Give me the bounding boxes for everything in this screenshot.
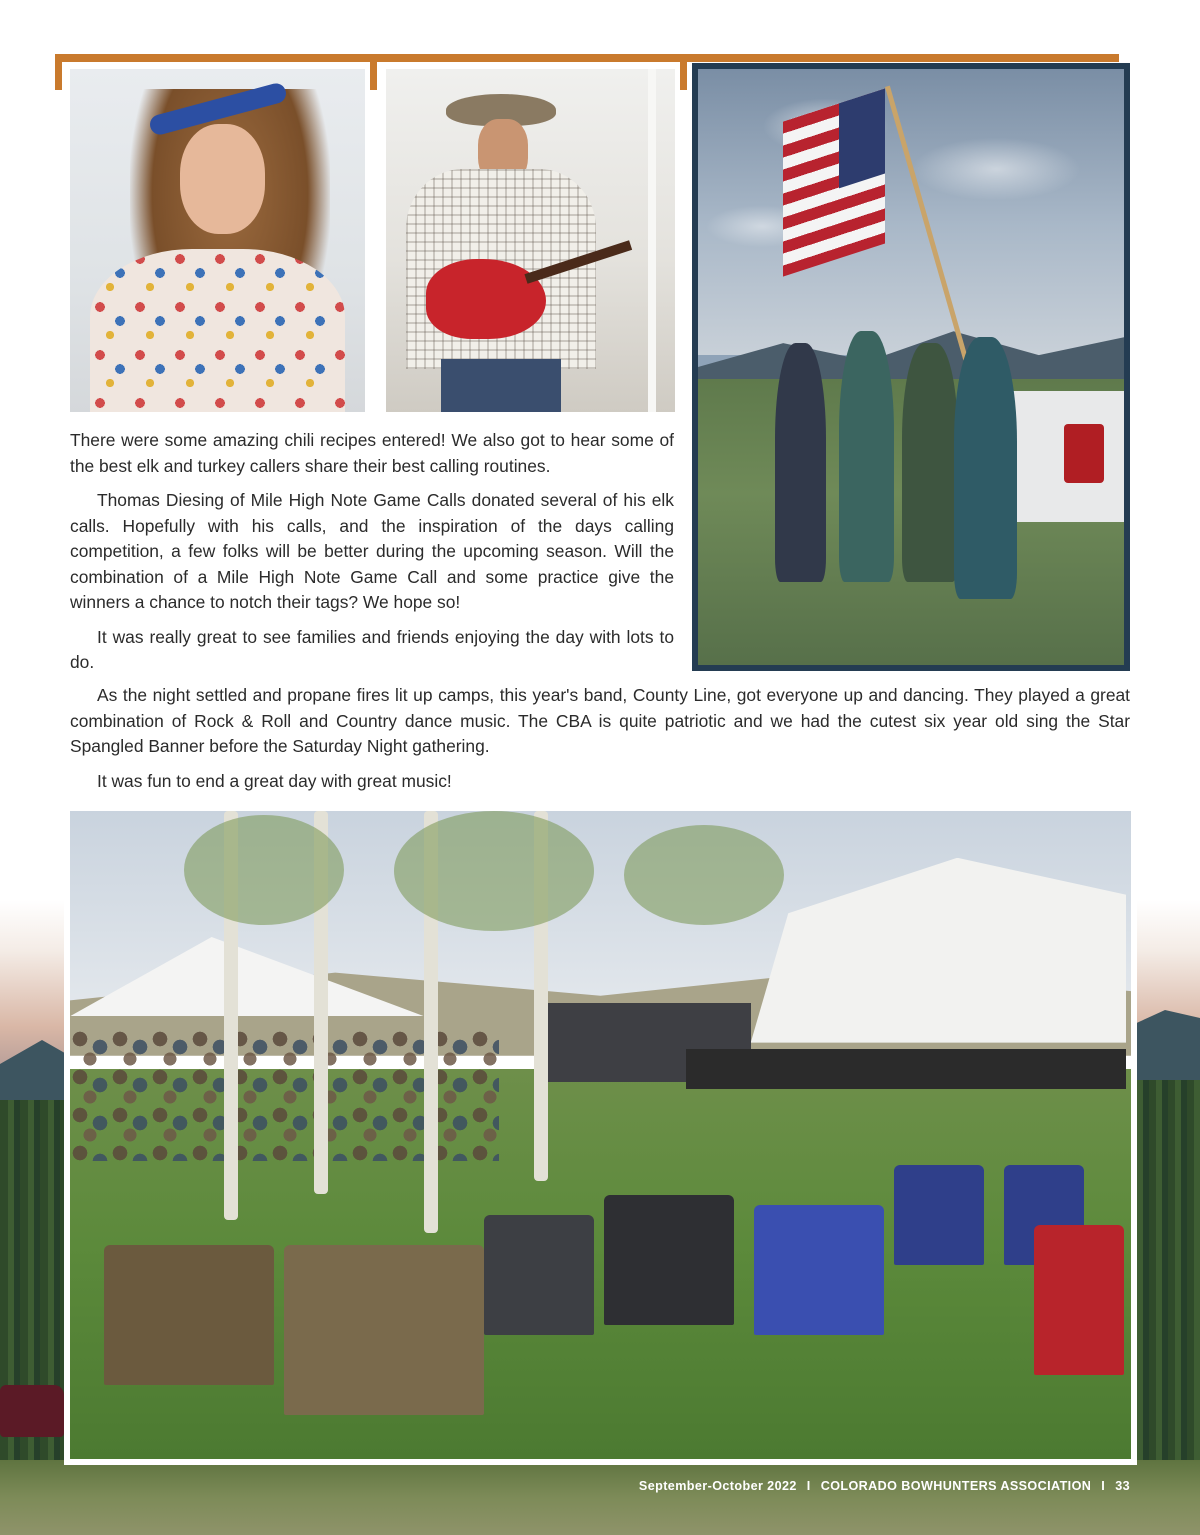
footer-separator: I [1101,1479,1106,1493]
camp-chair [604,1195,734,1325]
clouds [698,69,1124,355]
orange-accent-tick [55,54,62,90]
footer-separator: I [806,1479,811,1493]
article-text-narrow [70,428,674,685]
footer-publication: COLORADO BOWHUNTERS ASSOCIATION [820,1479,1092,1493]
photo-family-with-flag [692,63,1130,671]
person-boy [902,343,957,581]
article-text-wide [70,683,1130,803]
background-trees-right [1130,1080,1200,1460]
background-ground [0,1460,1200,1535]
article-paragraph: Thomas Diesing of Mile High Note Game Calls donated several of his elk calls. Hopefully with his calls, and the inspiration of the days calling competition, a few folks will be better during the upcoming season. Will the combination of a Mile High Note Game Call and some practice give the winners a chance to notch their tags? We hope so! [70,490,674,612]
person-bearded-man [775,343,826,581]
aspen-foliage [624,825,784,925]
article-paragraph: There were some amazing chili recipes entered! We also got to hear some of the best elk and turkey callers share their best calling routines. [70,430,674,476]
article-paragraph: It was really great to see families and friends enjoying the day with lots to do. [70,626,674,672]
camp-chair [104,1245,274,1385]
camp-chair [484,1215,594,1335]
american-flag [783,88,885,276]
floral-shirt [90,249,345,412]
trailer-stage [686,1049,1126,1089]
camp-chair [284,1245,484,1415]
photo-girl-singing [70,69,365,412]
photo-band-and-crowd [64,805,1137,1465]
camp-chair [1034,1225,1124,1375]
girl-face [180,124,265,234]
orange-accent-bar [55,54,1119,62]
article-paragraph: It was fun to end a great day with great music! [97,770,452,791]
background-mountain-right [1130,1010,1200,1090]
person-girl [954,337,1018,599]
page-footer [600,1476,1130,1496]
red-guitar [426,259,546,339]
aspen-foliage [184,815,344,925]
footer-issue: September-October 2022 [638,1479,797,1493]
tent-pole [648,69,656,412]
footer-page-number: 33 [1115,1479,1130,1493]
person-woman [839,331,894,581]
orange-accent-tick [680,54,687,90]
jeans [441,359,561,412]
aspen-foliage [394,811,594,931]
orange-accent-tick [370,54,377,90]
camp-chair [894,1165,984,1265]
background-car [0,1385,64,1437]
photo-cowboy-guitarist [386,69,675,412]
article-paragraph: As the night settled and propane fires lit up camps, this year's band, County Line, got everyone up and dancing. They played a great combination of Rock & Roll and Country dance music. The CBA is quite patriotic and we had the cutest six year old sing the Star Spangled Banner before the Saturday Night gathering. [70,685,1130,756]
camp-chair [754,1205,884,1335]
